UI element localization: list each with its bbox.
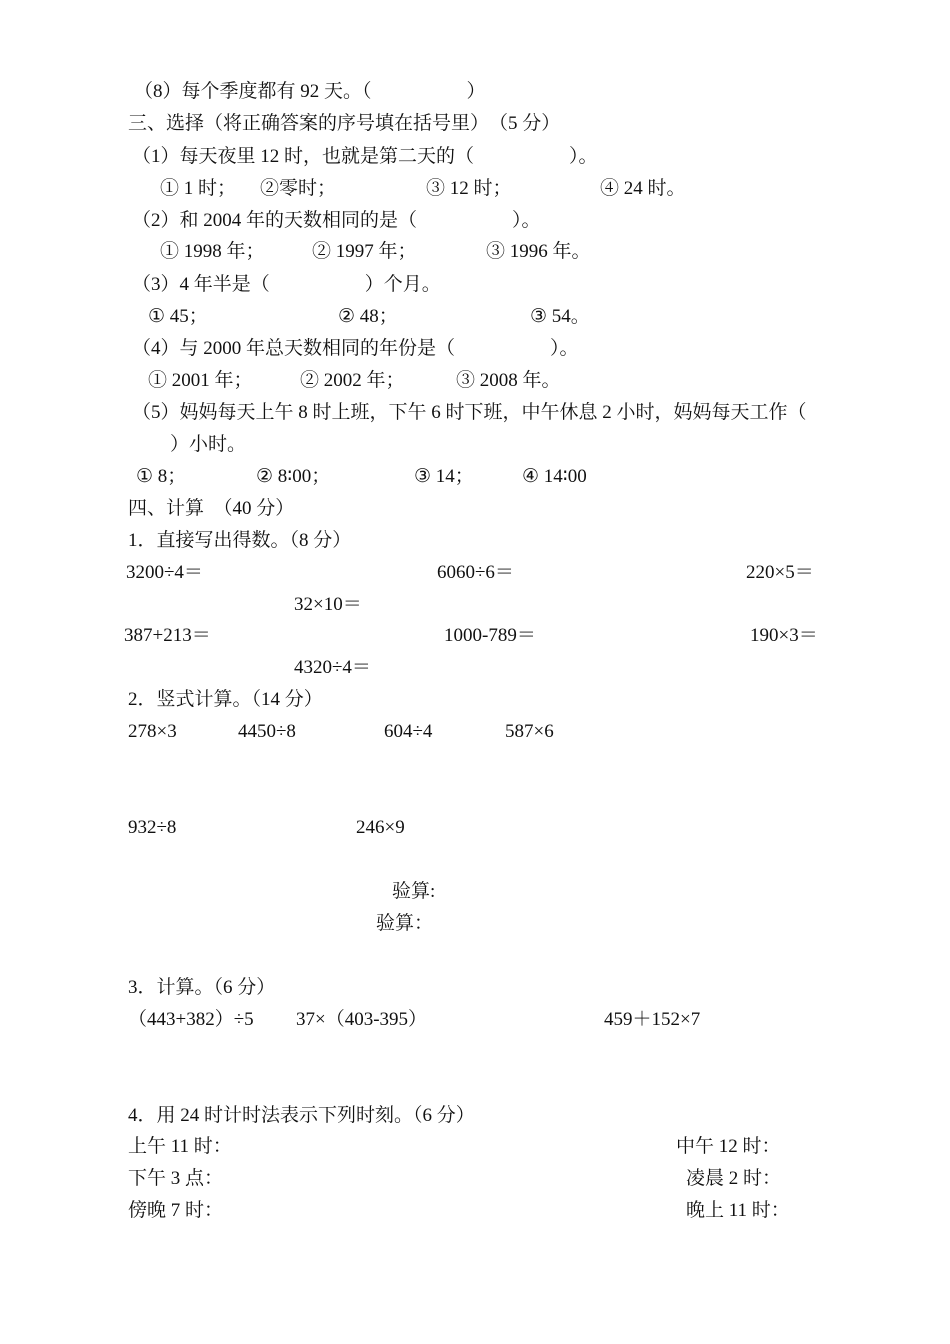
choice-2-option-1: ① 1998 年； bbox=[160, 241, 265, 262]
mixed-calc-3: 459＋152×7 bbox=[604, 1009, 701, 1030]
vertical-calc-1: 278×3 bbox=[128, 721, 177, 742]
choice-4-option-3: ③ 2008 年。 bbox=[456, 370, 561, 391]
choice-5-option-3: ③ 14； bbox=[414, 466, 474, 487]
choice-2-option-3: ③ 1996 年。 bbox=[486, 241, 591, 262]
vertical-calc-2: 4450÷8 bbox=[238, 721, 296, 742]
choice-2-stem: （2）和 2004 年的天数相同的是（ ）。 bbox=[132, 210, 541, 231]
mental-calc-7: 190×3＝ bbox=[750, 625, 818, 646]
mental-calc-3: 220×5＝ bbox=[746, 562, 814, 583]
choice-4-stem: （4）与 2000 年总天数相同的年份是（ ）。 bbox=[132, 338, 579, 359]
choice-1-option-1: ① 1 时； bbox=[160, 178, 237, 199]
part-4-title: 4．用 24 时计时法表示下列时刻。（6 分） bbox=[128, 1105, 475, 1126]
choice-5-stem-continued: ）小时。 bbox=[170, 434, 247, 455]
time-item-2: 中午 12 时： bbox=[676, 1136, 781, 1157]
time-item-4: 凌晨 2 时： bbox=[686, 1168, 782, 1189]
choice-3-option-2: ② 48； bbox=[338, 306, 398, 327]
part-2-title: 2．竖式计算。（14 分） bbox=[128, 689, 323, 710]
part-3-title: 3．计算。（6 分） bbox=[128, 977, 276, 998]
check-label-2: 验算： bbox=[376, 913, 434, 934]
time-item-5: 傍晚 7 时： bbox=[128, 1200, 224, 1221]
time-item-6: 晚上 11 时： bbox=[686, 1200, 790, 1221]
choice-1-option-4: ④ 24 时。 bbox=[600, 178, 686, 199]
choice-5-stem: （5）妈妈每天上午 8 时上班，下午 6 时下班，中午休息 2 小时，妈妈每天工作（ bbox=[132, 402, 807, 423]
choice-1-option-2: ②零时； bbox=[260, 178, 337, 199]
mental-calc-1: 3200÷4＝ bbox=[126, 562, 203, 583]
mixed-calc-1: （443+382）÷5 bbox=[128, 1009, 254, 1030]
choice-3-option-1: ① 45； bbox=[148, 306, 208, 327]
vertical-calc-4: 587×6 bbox=[505, 721, 554, 742]
time-item-3: 下午 3 点： bbox=[128, 1168, 224, 1189]
choice-4-option-2: ② 2002 年； bbox=[300, 370, 405, 391]
choice-3-stem: （3）4 年半是（ ）个月。 bbox=[132, 274, 441, 295]
time-item-1: 上午 11 时： bbox=[128, 1136, 232, 1157]
vertical-calc-3: 604÷4 bbox=[384, 721, 433, 742]
choice-4-option-1: ① 2001 年； bbox=[148, 370, 253, 391]
choice-5-option-4: ④ 14∶00 bbox=[522, 466, 587, 487]
choice-3-option-3: ③ 54。 bbox=[530, 306, 590, 327]
choice-5-option-1: ① 8； bbox=[136, 466, 187, 487]
true-false-item-8: （8）每个季度都有 92 天。（ ） bbox=[134, 81, 486, 102]
mental-calc-8: 4320÷4＝ bbox=[294, 657, 371, 678]
part-1-title: 1．直接写出得数。（8 分） bbox=[128, 530, 352, 551]
section-4-heading: 四、计算 （40 分） bbox=[128, 498, 295, 519]
mental-calc-6: 1000-789＝ bbox=[444, 625, 536, 646]
check-label-1: 验算: bbox=[392, 881, 436, 902]
vertical-calc-6: 246×9 bbox=[356, 817, 405, 838]
vertical-calc-5: 932÷8 bbox=[128, 817, 177, 838]
mental-calc-5: 387+213＝ bbox=[124, 625, 211, 646]
choice-5-option-2: ② 8∶00； bbox=[256, 466, 331, 487]
section-3-heading: 三、选择（将正确答案的序号填在括号里） （5 分） bbox=[128, 113, 561, 134]
mental-calc-4: 32×10＝ bbox=[294, 594, 362, 615]
choice-1-stem: （1）每天夜里 12 时，也就是第二天的（ ）。 bbox=[132, 146, 598, 167]
mixed-calc-2: 37×（403-395） bbox=[296, 1009, 428, 1030]
mental-calc-2: 6060÷6＝ bbox=[437, 562, 514, 583]
choice-1-option-3: ③ 12 时； bbox=[426, 178, 512, 199]
choice-2-option-2: ② 1997 年； bbox=[312, 241, 417, 262]
